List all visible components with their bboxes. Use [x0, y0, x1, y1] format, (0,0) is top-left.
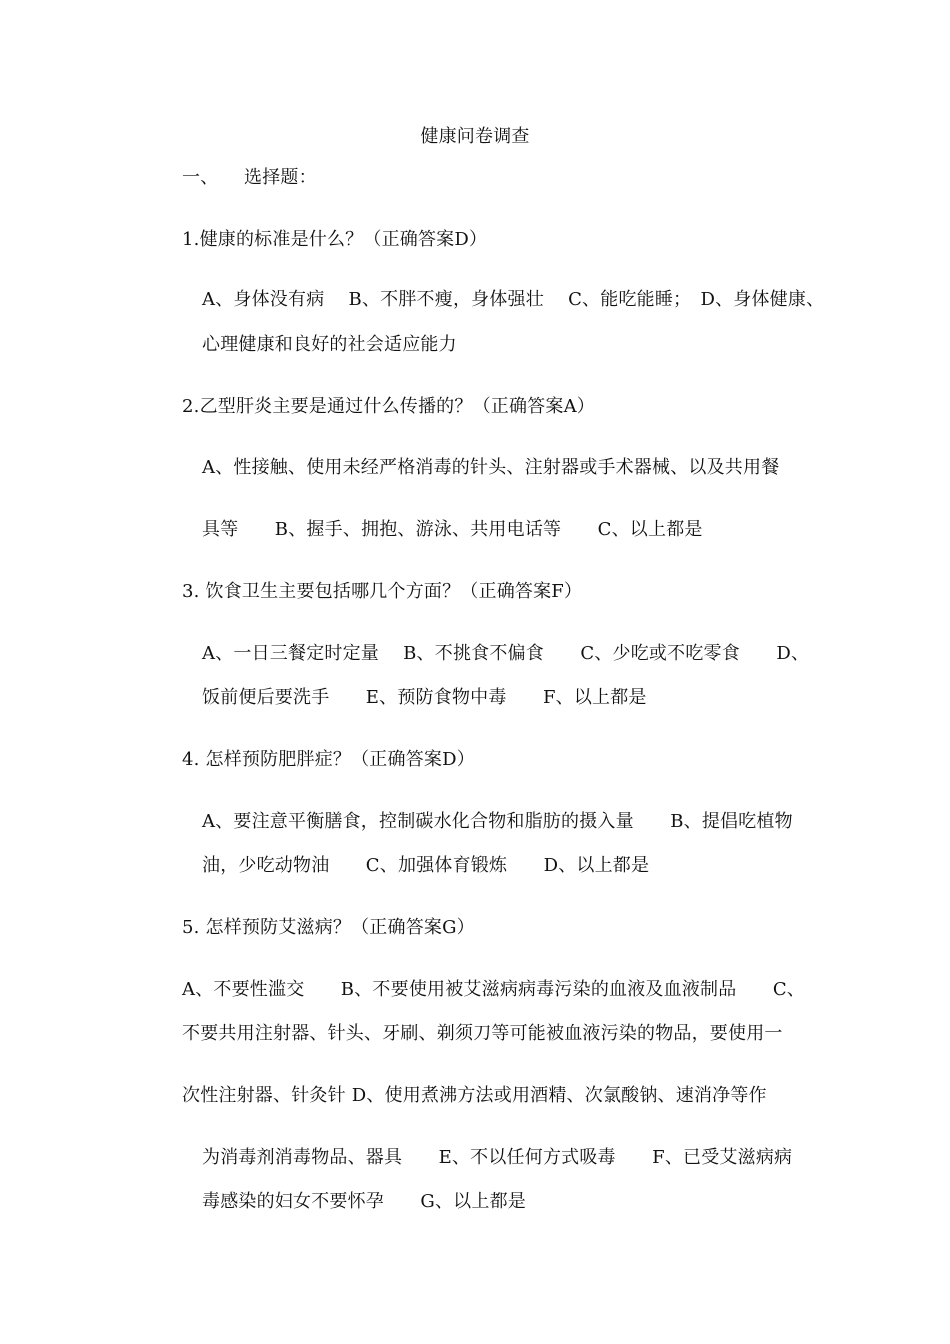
question-1-option-line-2: 心理健康和良好的社会适应能力 [202, 334, 457, 355]
question-4-text: 4. 怎样预防肥胖症？（正确答案D） [182, 749, 475, 770]
document-title: 健康问卷调查 [420, 126, 530, 147]
question-4-option-line-1: A、要注意平衡膳食，控制碳水化合物和脂肪的摄入量 B、提倡吃植物 [202, 811, 793, 832]
question-1-text: 1.健康的标准是什么？（正确答案D） [182, 229, 488, 250]
question-2-option-line-1: A、性接触、使用未经严格消毒的针头、注射器或手术器械、以及共用餐 [202, 457, 780, 478]
section-number: 一、 [182, 167, 219, 188]
question-4-option-line-2: 油，少吃动物油 C、加强体育锻炼 D、以上都是 [202, 855, 650, 876]
question-5-text: 5. 怎样预防艾滋病？（正确答案G） [182, 917, 475, 938]
section-heading [182, 166, 317, 190]
question-5-option-line-2: 不要共用注射器、针头、牙刷、剃须刀等可能被血液污染的物品，要使用一 [182, 1023, 783, 1044]
section-label: 选择题： [244, 167, 317, 188]
question-1-option-line-1: A、身体没有病 B、不胖不瘦，身体强壮 C、能吃能睡； D、身体健康、 [202, 289, 825, 310]
question-5-option-line-3: 次性注射器、针灸针 D、使用煮沸方法或用酒精、次氯酸钠、速消净等作 [182, 1085, 767, 1106]
question-3-text: 3. 饮食卫生主要包括哪几个方面？（正确答案F） [182, 581, 583, 602]
question-5-option-line-1: A、不要性滥交 B、不要使用被艾滋病病毒污染的血液及血液制品 C、 [182, 979, 805, 1000]
question-3-option-line-1: A、一日三餐定时定量 B、不挑食不偏食 C、少吃或不吃零食 D、 [202, 643, 810, 664]
question-2-option-line-2: 具等 B、握手、拥抱、游泳、共用电话等 C、以上都是 [202, 519, 703, 540]
question-5-option-line-4: 为消毒剂消毒物品、器具 E、不以任何方式吸毒 F、已受艾滋病病 [202, 1147, 793, 1168]
question-2-text: 2.乙型肝炎主要是通过什么传播的？（正确答案A） [182, 396, 595, 417]
question-3-option-line-2: 饭前便后要洗手 E、预防食物中毒 F、以上都是 [202, 687, 647, 708]
question-5-option-line-5: 毒感染的妇女不要怀孕 G、以上都是 [202, 1191, 526, 1212]
